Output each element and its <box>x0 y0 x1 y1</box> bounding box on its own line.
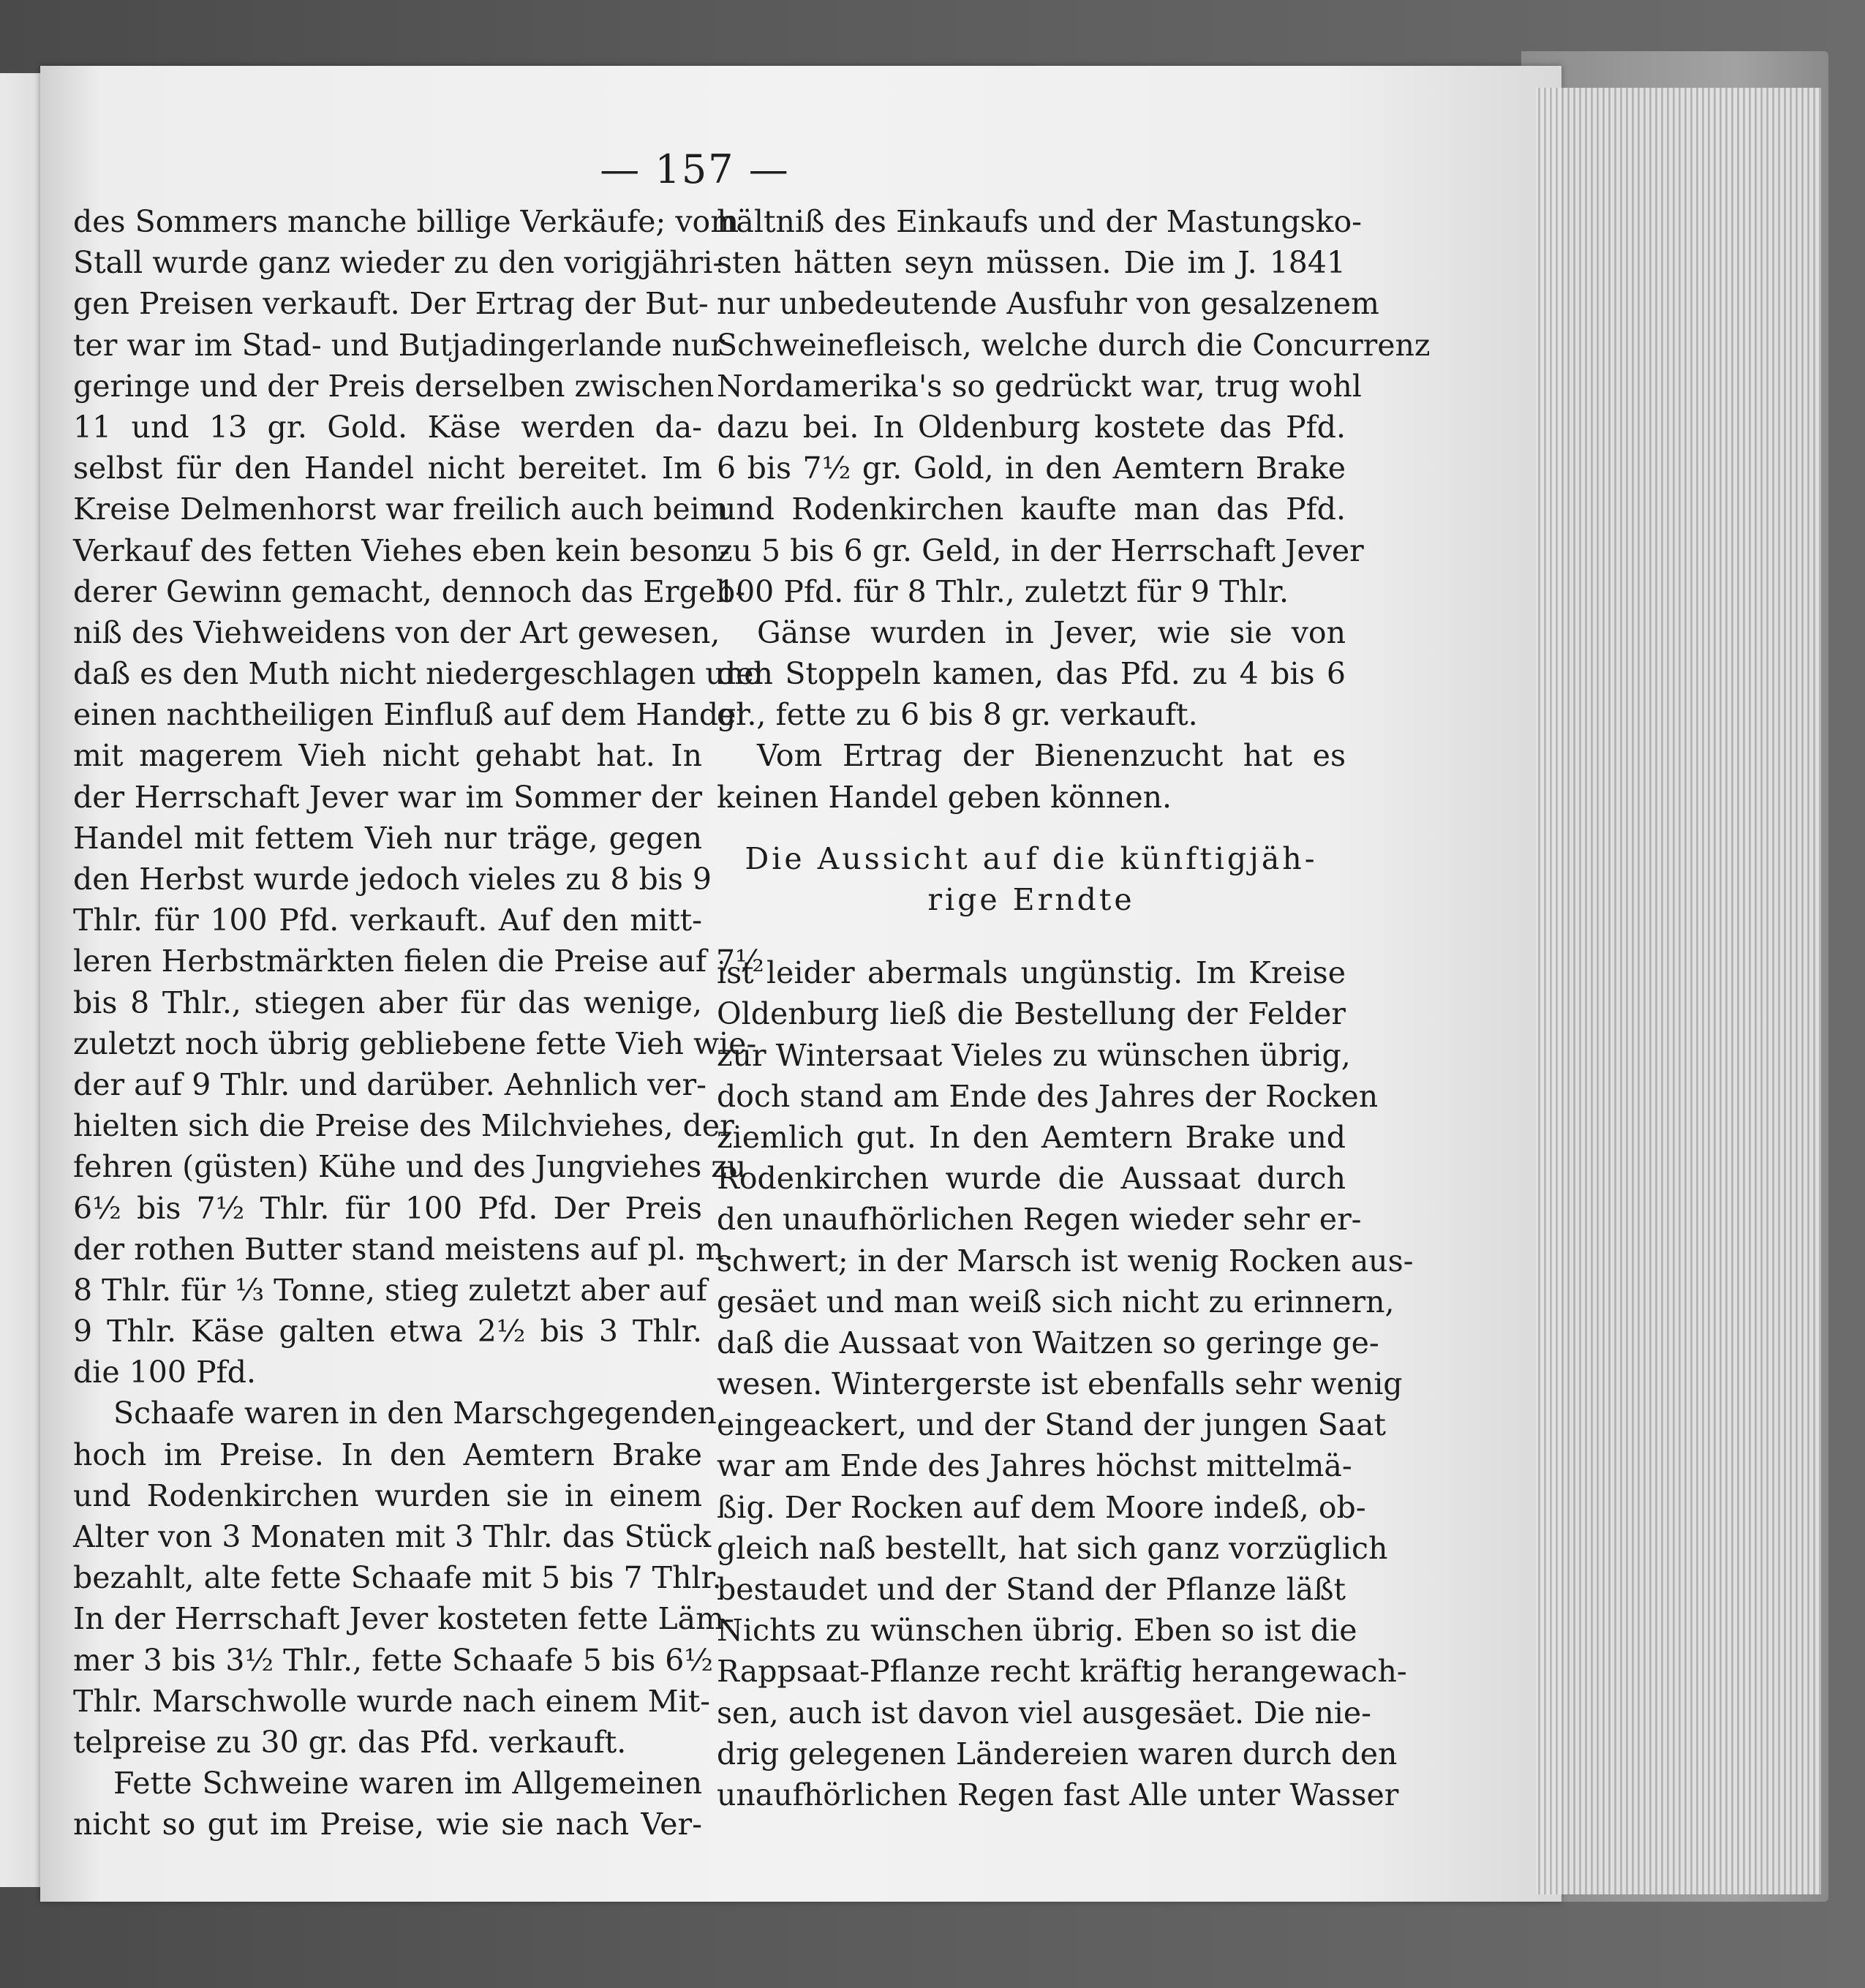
text-line: fehren (güsten) Kühe und des Jungviehes zu <box>73 1149 747 1185</box>
text-line: In der Herrschaft Jever kosteten fette Läm- <box>73 1601 734 1637</box>
text-line: Alter von 3 Monaten mit 3 Thlr. das Stück <box>73 1519 712 1554</box>
text-line: leren Herbstmärkten fielen die Preise auf 7½ <box>73 944 764 979</box>
text-line: sten hätten seyn müssen. Die im J. 1841 <box>717 245 1346 281</box>
text-line: 8 Thlr. für ⅓ Tonne, stieg zuletzt aber auf <box>73 1272 707 1308</box>
text-line: doch stand am Ende des Jahres der Rocken <box>717 1078 1379 1114</box>
text-line: des Sommers manche billige Verkäufe; vom <box>73 204 739 239</box>
text-line: drig gelegenen Ländereien waren durch den <box>717 1736 1398 1771</box>
text-line: ter war im Stad- und Butjadingerlande nur <box>73 327 725 363</box>
text-line: schwert; in der Marsch ist wenig Rocken aus- <box>717 1243 1414 1279</box>
text-line: den unaufhörlichen Regen wieder sehr er- <box>717 1202 1362 1238</box>
text-line: wesen. Wintergerste ist ebenfalls sehr wenig <box>717 1366 1403 1402</box>
text-line: gr., fette zu 6 bis 8 gr. verkauft. <box>717 697 1198 733</box>
text-line: mer 3 bis 3½ Thlr., fette Schaafe 5 bis 6½ <box>73 1642 714 1678</box>
paragraph-start-line: Fette Schweine waren im Allgemeinen <box>113 1766 702 1801</box>
text-line: mit magerem Vieh nicht gehabt hat. In <box>73 738 702 774</box>
page-block-edges <box>1536 88 1821 1894</box>
text-line: daß die Aussaat von Waitzen so geringe ge- <box>717 1325 1379 1360</box>
paragraph-start-line: Gänse wurden in Jever, wie sie von <box>757 614 1346 650</box>
text-line: Thlr. Marschwolle wurde nach einem Mit- <box>73 1683 711 1719</box>
text-line: Stall wurde ganz wieder zu den vorigjähri- <box>73 245 723 281</box>
section-heading: rige Erndte <box>927 882 1135 917</box>
text-line: bis 8 Thlr., stiegen aber für das wenige, <box>73 984 702 1020</box>
text-line: und Rodenkirchen wurden sie in einem <box>73 1477 702 1513</box>
text-line: die 100 Pfd. <box>73 1355 256 1390</box>
text-line: 6½ bis 7½ Thlr. für 100 Pfd. Der Preis <box>73 1190 702 1226</box>
section-spacer <box>717 818 1346 838</box>
paragraph-start-line: Vom Ertrag der Bienenzucht hat es <box>757 738 1346 774</box>
text-line: bestaudet und der Stand der Pflanze läßt <box>717 1572 1346 1607</box>
paragraph-start-line: Schaafe waren in den Marschgegenden <box>113 1396 717 1431</box>
text-line: den Herbst wurde jedoch vieles zu 8 bis 9 <box>73 862 712 897</box>
right-text-column <box>717 201 1431 1815</box>
text-line: ziemlich gut. In den Aemtern Brake und <box>717 1119 1346 1155</box>
text-line: 11 und 13 gr. Gold. Käse werden da- <box>73 409 702 445</box>
text-line: niß des Viehweidens von der Art gewesen, <box>73 614 720 650</box>
text-line: Nichts zu wünschen übrig. Eben so ist die <box>717 1613 1357 1649</box>
text-line: ßig. Der Rocken auf dem Moore indeß, ob- <box>717 1489 1366 1525</box>
page-number: — 157 — <box>600 146 790 192</box>
text-line: nicht so gut im Preise, wie sie nach Ver- <box>73 1807 702 1842</box>
text-line: bezahlt, alte fette Schaafe mit 5 bis 7 Thlr. <box>73 1560 722 1596</box>
text-line: gleich naß bestellt, hat sich ganz vorzüglich <box>717 1530 1388 1566</box>
facing-page-edge <box>0 73 44 1887</box>
text-line: hielten sich die Preise des Milchviehes, der <box>73 1108 734 1144</box>
text-line: Kreise Delmenhorst war freilich auch beim <box>73 492 728 527</box>
text-line: 6 bis 7½ gr. Gold, in den Aemtern Brake <box>717 451 1346 486</box>
text-line: zur Wintersaat Vieles zu wünschen übrig, <box>717 1037 1351 1073</box>
text-line: einen nachtheiligen Einfluß auf dem Handel <box>73 697 746 733</box>
section-spacer <box>717 920 1346 952</box>
text-line: sen, auch ist davon viel ausgesäet. Die nie- <box>717 1695 1371 1731</box>
left-text-column <box>73 201 764 1845</box>
text-line: der rothen Butter stand meistens auf pl. m. <box>73 1231 734 1267</box>
text-line: Schweinefleisch, welche durch die Concurrenz <box>717 327 1431 363</box>
text-line: telpreise zu 30 gr. das Pfd. verkauft. <box>73 1724 627 1760</box>
text-line: eingeackert, und der Stand der jungen Saat <box>717 1407 1386 1443</box>
text-line: zuletzt noch übrig gebliebene fette Vieh wie- <box>73 1025 757 1061</box>
text-line: war am Ende des Jahres höchst mittelmä- <box>717 1448 1352 1484</box>
text-line: Nordamerika's so gedrückt war, trug wohl <box>717 368 1362 404</box>
text-line: Handel mit fettem Vieh nur träge, gegen <box>73 820 702 856</box>
text-line: gen Preisen verkauft. Der Ertrag der But- <box>73 286 709 322</box>
text-line: hältniß des Einkaufs und der Mastungsko- <box>717 204 1363 239</box>
text-line: nur unbedeutende Ausfuhr von gesalzenem <box>717 286 1379 322</box>
text-line: unaufhörlichen Regen fast Alle unter Wasser <box>717 1777 1399 1812</box>
text-line: derer Gewinn gemacht, dennoch das Ergeb- <box>73 573 746 609</box>
text-line: zu 5 bis 6 gr. Geld, in der Herrschaft Jever <box>717 532 1364 568</box>
text-line: hoch im Preise. In den Aemtern Brake <box>73 1437 702 1472</box>
text-line: selbst für den Handel nicht bereitet. Im <box>73 451 702 486</box>
text-line: Thlr. für 100 Pfd. verkauft. Auf den mitt- <box>73 903 702 938</box>
text-line: der auf 9 Thlr. und darüber. Aehnlich ver- <box>73 1066 707 1102</box>
text-line: den Stoppeln kamen, das Pfd. zu 4 bis 6 <box>717 656 1346 692</box>
text-line: und Rodenkirchen kaufte man das Pfd. <box>717 492 1346 527</box>
text-line: Rodenkirchen wurde die Aussaat durch <box>717 1161 1346 1197</box>
text-line: gesäet und man weiß sich nicht zu erinnern, <box>717 1284 1395 1319</box>
text-line: Verkauf des fetten Viehes eben kein beson- <box>73 532 730 568</box>
text-line: 100 Pfd. für 8 Thlr., zuletzt für 9 Thlr. <box>717 573 1289 609</box>
text-line: daß es den Muth nicht niedergeschlagen und <box>73 656 764 692</box>
text-line: geringe und der Preis derselben zwischen <box>73 368 715 404</box>
text-line: keinen Handel geben können. <box>717 779 1172 815</box>
text-line: Oldenburg ließ die Bestellung der Felder <box>717 996 1346 1032</box>
text-line: der Herrschaft Jever war im Sommer der <box>73 779 702 815</box>
text-line: ist leider abermals ungünstig. Im Kreise <box>717 955 1346 991</box>
section-heading: Die Aussicht auf die künftigjäh- <box>745 840 1318 876</box>
text-line: Rappsaat-Pflanze recht kräftig herangewach- <box>717 1654 1407 1690</box>
text-line: dazu bei. In Oldenburg kostete das Pfd. <box>717 409 1346 445</box>
text-line: 9 Thlr. Käse galten etwa 2½ bis 3 Thlr. <box>73 1314 702 1349</box>
